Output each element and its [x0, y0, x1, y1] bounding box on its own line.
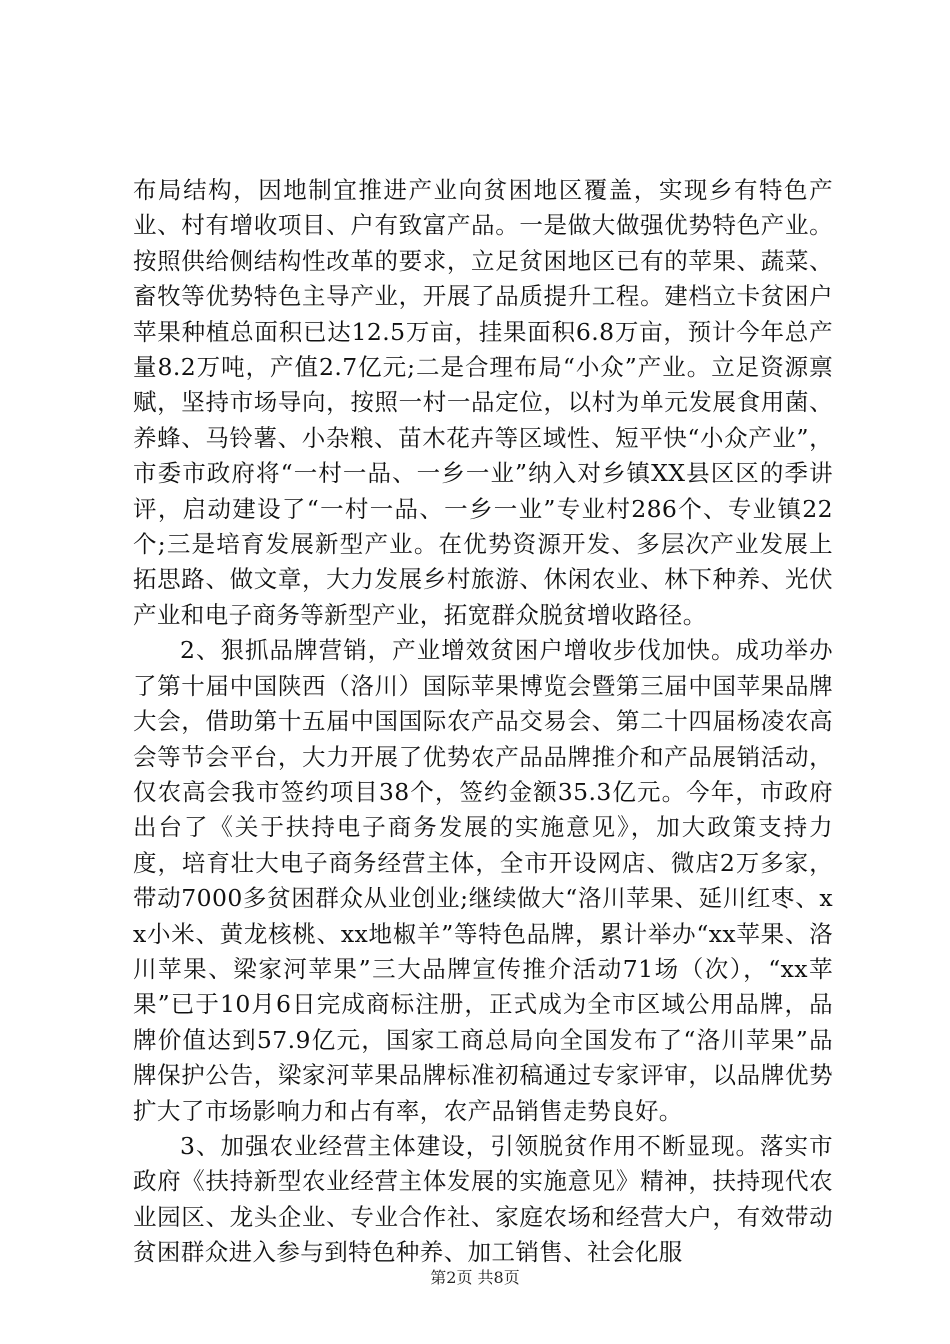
paragraph-business-entities: 3、加强农业经营主体建设，引领脱贫作用不断显现。落实市政府《扶持新型农业经营主体发展的实施意见》精神，扶持现代农业园区、龙头企业、专业合作社、家庭农场和经营大户，有效带动贫困群众进入参与到特色种养、加工销售、社会化服 [133, 1131, 833, 1267]
document-body [133, 173, 833, 1271]
paragraph-continued: 布局结构，因地制宜推进产业向贫困地区覆盖，实现乡有特色产业、村有增收项目、户有致富产品。一是做大做强优势特色产业。按照供给侧结构性改革的要求，立足贫困地区已有的苹果、蔬菜、畜牧等优势特色主导产业，开展了品质提升工程。建档立卡贫困户苹果种植总面积已达12.5万亩，挂果面积6.8万亩，预计今年总产量8.2万吨，产值2.7亿元;二是合理布局“小众”产业。立足资源禀赋，坚持市场导向，按照一村一品定位，以村为单元发展食用菌、养蜂、马铃薯、小杂粮、苗木花卉等区域性、短平快“小众产业”，市委市政府将“一村一品、一乡一业”纳入对乡镇XX县区区的季讲评，启动建设了“一村一品、一乡一业”专业村286个、专业镇22个;三是培育发展新型产业。在优势资源开发、多层次产业发展上拓思路、做文章，大力发展乡村旅游、休闲农业、林下种养、光伏产业和电子商务等新型产业，拓宽群众脱贫增收路径。 [133, 176, 833, 629]
page-number-footer: 第2页 共8页 [430, 1268, 520, 1287]
paragraph-brand-marketing: 2、狠抓品牌营销，产业增效贫困户增收步伐加快。成功举办了第十届中国陕西（洛川）国际苹果博览会暨第三届中国苹果品牌大会，借助第十五届中国国际农产品交易会、第二十四届杨凌农高会等节会平台，大力开展了优势农产品品牌推介和产品展销活动，仅农高会我市签约项目38个，签约金额35.3亿元。今年，市政府出台了《关于扶持电子商务发展的实施意见》，加大政策支持力度，培育壮大电子商务经营主体，全市开设网店、微店2万多家，带动7000多贫困群众从业创业;继续做大“洛川苹果、延川红枣、xx小米、黄龙核桃、xx地椒羊”等特色品牌，累计举办“xx苹果、洛川苹果、梁家河苹果”三大品牌宣传推介活动71场（次），“xx苹果”已于10月6日完成商标注册，正式成为全市区域公用品牌，品牌价值达到57.9亿元，国家工商总局向全国发布了“洛川苹果”品牌保护公告，梁家河苹果品牌标准初稿通过专家评审，以品牌优势扩大了市场影响力和占有率，农产品销售走势良好。 [133, 636, 833, 1125]
